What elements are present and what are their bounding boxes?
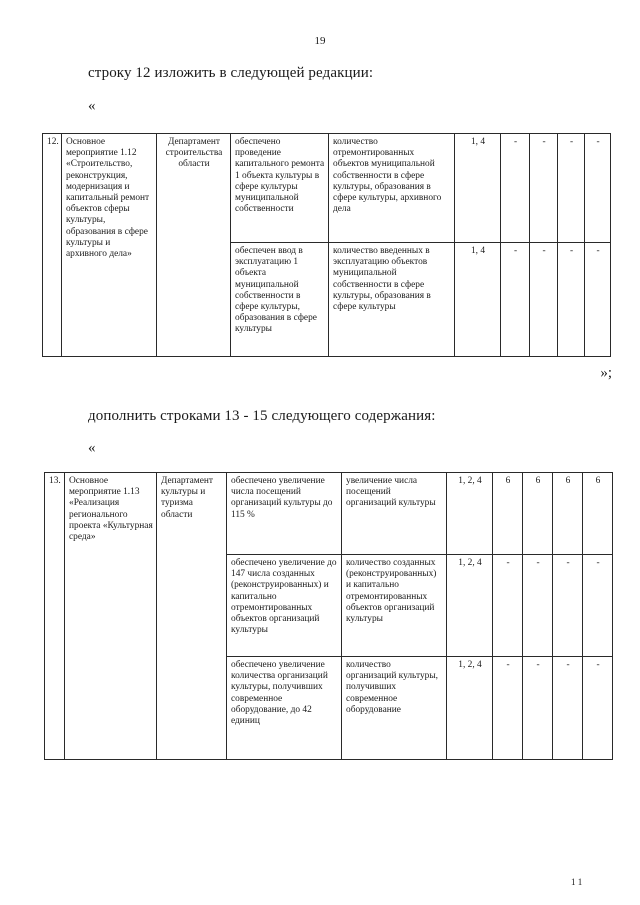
row-13-value-1-4: 6 <box>583 473 613 555</box>
row-12-event: Основное мероприятие 1.12 «Строительство, реконструкция, модернизация и капитальный ремонт объектов сферы культуры, образования в сфере культуры и архивного дела» <box>62 134 157 357</box>
row-13-value-3-2: - <box>523 657 553 760</box>
row-13-value-3-3: - <box>553 657 583 760</box>
row-13-executor: Департамент культуры и туризма области <box>157 473 227 760</box>
row-13-number: 13. <box>45 473 65 760</box>
row-12-value-1-4: - <box>585 134 611 243</box>
amendment-heading-rows-13-15: дополнить строками 13 - 15 следующего содержания: <box>88 408 436 424</box>
row-12-table <box>42 133 611 357</box>
row-12-indicator-2: количество введенных в эксплуатацию объектов муниципальной собственности в сфере культуры, образования в сфере культуры <box>329 243 455 357</box>
row-13-result-2: обеспечено увеличение до 147 числа созданных (реконструированных) и капитально отремонтированных объектов организаций культуры <box>227 555 342 657</box>
row-13-event: Основное мероприятие 1.13 «Реализация регионального проекта «Культурная среда» <box>65 473 157 760</box>
row-13-value-2-2: - <box>523 555 553 657</box>
row-13-result-3: обеспечено увеличение количества организаций культуры, получивших современное оборудование, до 42 единиц <box>227 657 342 760</box>
row-13-code-2: 1, 2, 4 <box>447 555 493 657</box>
opening-quote-mark: « <box>88 98 96 114</box>
row-13-value-2-4: - <box>583 555 613 657</box>
row-13-code-1: 1, 2, 4 <box>447 473 493 555</box>
page-number: 19 <box>314 35 326 47</box>
row-12-result-1: обеспечено проведение капитального ремонта 1 объекта культуры в сфере культуры муниципальной собственности <box>231 134 329 243</box>
row-13-value-2-3: - <box>553 555 583 657</box>
row-12-value-1-2: - <box>530 134 558 243</box>
row-12-code-2: 1, 4 <box>455 243 501 357</box>
row-13-indicator-2: количество созданных (реконструированных) и капитально отремонтированных объектов организаций культуры <box>342 555 447 657</box>
row-13-line-1 <box>45 473 613 555</box>
row-12-value-2-1: - <box>501 243 530 357</box>
row-12-value-1-3: - <box>558 134 585 243</box>
row-13-code-3: 1, 2, 4 <box>447 657 493 760</box>
row-12-number: 12. <box>43 134 62 357</box>
row-13-table <box>44 472 613 760</box>
row-12-value-2-3: - <box>558 243 585 357</box>
row-12-value-2-2: - <box>530 243 558 357</box>
row-13-value-3-4: - <box>583 657 613 760</box>
opening-quote-mark-2: « <box>88 440 96 456</box>
row-13-indicator-3: количество организаций культуры, получивших современное оборудование <box>342 657 447 760</box>
amendment-heading-row-12: строку 12 изложить в следующей редакции: <box>88 65 374 81</box>
row-13-value-1-1: 6 <box>493 473 523 555</box>
row-13-value-1-2: 6 <box>523 473 553 555</box>
row-12-code-1: 1, 4 <box>455 134 501 243</box>
row-12-line-1 <box>43 134 611 243</box>
row-13-result-1: обеспечено увеличение числа посещений организаций культуры до 115 % <box>227 473 342 555</box>
row-12-indicator-1: количество отремонтированных объектов муниципальной собственности в сфере культуры, образования в сфере культуры, архивного дела <box>329 134 455 243</box>
row-13-value-2-1: - <box>493 555 523 657</box>
row-12-executor: Департамент строительства области <box>157 134 231 357</box>
row-13-indicator-1: увеличение числа посещений организаций культуры <box>342 473 447 555</box>
row-12-value-2-4: - <box>585 243 611 357</box>
closing-quote-mark: »; <box>600 365 612 381</box>
row-12-value-1-1: - <box>501 134 530 243</box>
row-13-value-1-3: 6 <box>553 473 583 555</box>
row-12-result-2: обеспечен ввод в эксплуатацию 1 объекта муниципальной собственности в сфере культуры, образования в сфере культуры <box>231 243 329 357</box>
corner-mark: 1 1 <box>571 877 583 887</box>
row-13-value-3-1: - <box>493 657 523 760</box>
